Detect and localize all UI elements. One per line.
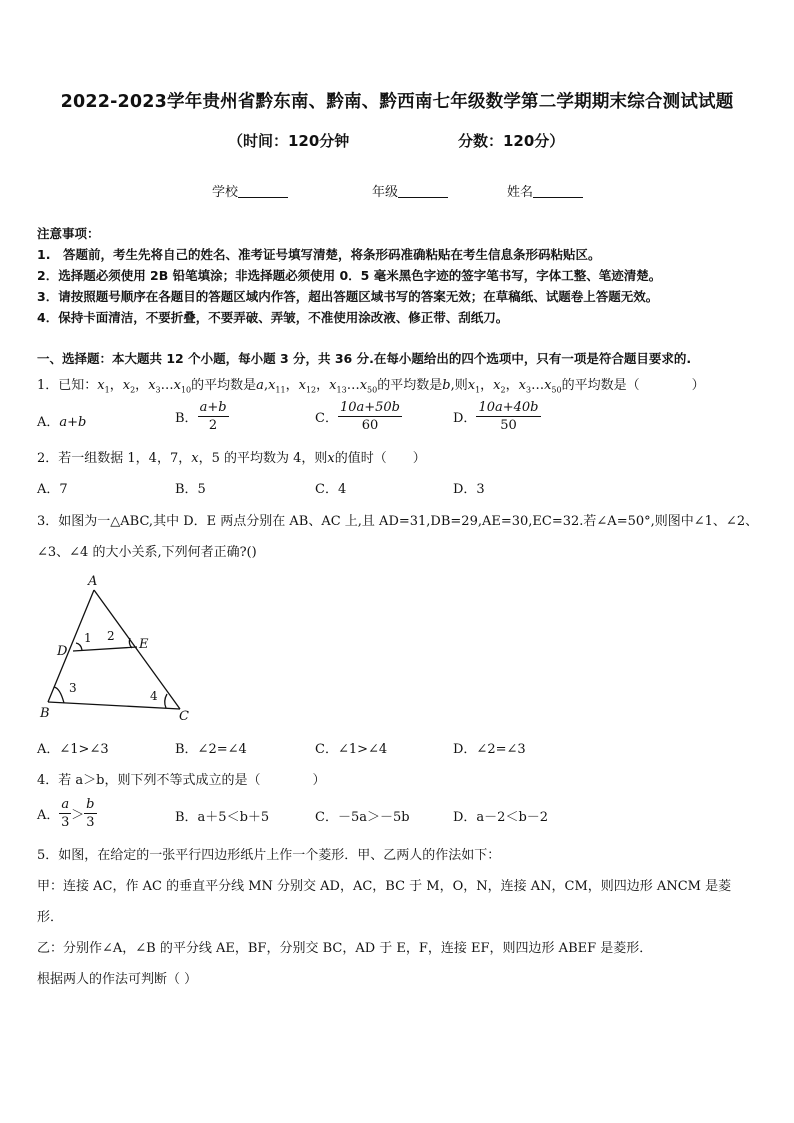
q4-option-b[interactable]: B．a＋5＜b＋5 bbox=[175, 810, 270, 825]
triangle-figure bbox=[36, 570, 206, 726]
school-blank bbox=[238, 185, 288, 198]
question-5-prompt: 根据两人的作法可判断（ ） bbox=[37, 972, 198, 987]
label-d: D bbox=[57, 644, 68, 659]
q3-option-c[interactable]: C．∠1>∠4 bbox=[315, 742, 388, 757]
q2-option-b[interactable]: B．5 bbox=[175, 482, 206, 497]
q4-option-d[interactable]: D．a－2＜b－2 bbox=[453, 810, 549, 825]
angle-3-arc bbox=[54, 687, 64, 703]
notes-heading: 注意事项： bbox=[37, 226, 100, 241]
q1-option-c[interactable]: C． $\frac{10a+50b}{60}$ bbox=[315, 400, 401, 433]
question-3-stem: 3．如图为一△ABC,其中 D．E 两点分别在 AB、AC 上,且 AD=31,DB=29,AE=30,EC=32.若∠A=50°,则图中∠1、∠2、 bbox=[37, 514, 759, 529]
label-angle-4: 4 bbox=[150, 689, 158, 703]
q1-option-d[interactable]: D． $\frac{10a+40b}{50}$ bbox=[453, 400, 539, 433]
q2-option-c[interactable]: C．4 bbox=[315, 482, 347, 497]
label-angle-1: 1 bbox=[84, 631, 92, 645]
note-item: 3．请按照题号顺序在各题目的答题区域内作答，超出答题区域书写的答案无效；在草稿纸、试题卷上答题无效。 bbox=[37, 289, 659, 304]
question-5-method-jia-cont: 形． bbox=[37, 910, 64, 925]
exam-score: 分数：120分） bbox=[458, 132, 565, 150]
school-label: 学校 bbox=[212, 185, 239, 200]
question-5-method-jia: 甲：连接 AC，作 AC 的垂直平分线 MN 分别交 AD，AC，BC 于 M，O，N，连接 AN，CM，则四边形 ANCM 是菱 bbox=[37, 879, 732, 894]
question-3-stem-2: ∠3、∠4 的大小关系,下列何者正确?() bbox=[37, 545, 257, 560]
note-item: 2．选择题必须使用 2B 铅笔填涂；非选择题必须使用 0．5 毫米黑色字迹的签字笔书写，字体工整、笔迹清楚。 bbox=[37, 268, 662, 283]
q3-option-d[interactable]: D．∠2=∠3 bbox=[453, 742, 526, 757]
label-angle-2: 2 bbox=[107, 629, 115, 643]
side-bc bbox=[48, 702, 180, 709]
q1-option-b[interactable]: B． $\frac{a+b}{2}$ bbox=[175, 400, 227, 433]
grade-blank bbox=[398, 185, 448, 198]
q4-option-a[interactable]: A． $\frac{a}{3}$ ＞ $\frac{b}{3}$ bbox=[37, 797, 95, 830]
q1-option-a[interactable]: A．a+b bbox=[37, 415, 87, 430]
school-field bbox=[212, 181, 288, 200]
q2-option-d[interactable]: D．3 bbox=[453, 482, 485, 497]
segment-de bbox=[73, 647, 137, 651]
exam-time: （时间：120分钟 bbox=[228, 132, 350, 150]
note-item: 1. 答题前，考生先将自己的姓名、准考证号填写清楚，将条形码准确粘贴在考生信息条形码粘贴区。 bbox=[37, 247, 601, 262]
label-c: C bbox=[179, 709, 189, 724]
q4-option-c[interactable]: C．－5a＞－5b bbox=[315, 810, 410, 825]
label-angle-3: 3 bbox=[69, 681, 77, 695]
question-2-stem: 2．若一组数据 1，4，7，x，5 的平均数为 4，则x的值时（ ） bbox=[37, 451, 426, 466]
question-5-stem: 5．如图，在给定的一张平行四边形纸片上作一个菱形．甲、乙两人的作法如下： bbox=[37, 848, 501, 863]
label-e: E bbox=[139, 637, 149, 652]
note-item: 4．保持卡面清洁，不要折叠，不要弄破、弄皱，不准使用涂改液、修正带、刮纸刀。 bbox=[37, 310, 509, 325]
grade-label: 年级 bbox=[372, 185, 399, 200]
name-label: 姓名 bbox=[507, 185, 534, 200]
question-1-stem: 1．已知：$x_1$，$x_2$，$x_3\dots x_{10}$的平均数是$a,x_{11}$，$x_{12}$，$x_{13}\dots x_{50}$的平均数是b,则$x_1$，$x_2$，$x_3\dots x_{50}$的平均数是（ ） bbox=[37, 378, 705, 395]
name-field bbox=[507, 181, 583, 200]
q3-option-b[interactable]: B．∠2=∠4 bbox=[175, 742, 247, 757]
grade-field bbox=[372, 181, 448, 200]
angle-4-arc bbox=[165, 694, 167, 708]
label-a: A bbox=[88, 574, 98, 589]
q3-option-a[interactable]: A．∠1>∠3 bbox=[37, 742, 109, 757]
label-b: B bbox=[40, 706, 50, 721]
question-4-stem: 4．若 a＞b，则下列不等式成立的是（ ） bbox=[37, 773, 326, 788]
q2-option-a[interactable]: A．7 bbox=[37, 482, 68, 497]
section-heading: 一、选择题：本大题共 12 个小题，每小题 3 分，共 36 分.在每小题给出的四个选项中，只有一项是符合题目要求的. bbox=[37, 351, 692, 366]
name-blank bbox=[533, 185, 583, 198]
question-5-method-yi: 乙：分别作∠A，∠B 的平分线 AE，BF，分别交 BC，AD 于 E，F，连接 EF，则四边形 ABEF 是菱形． bbox=[37, 941, 653, 956]
page-title: 2022-2023学年贵州省黔东南、黔南、黔西南七年级数学第二学期期末综合测试试题 bbox=[60, 92, 734, 112]
angle-1-arc bbox=[76, 643, 82, 650]
